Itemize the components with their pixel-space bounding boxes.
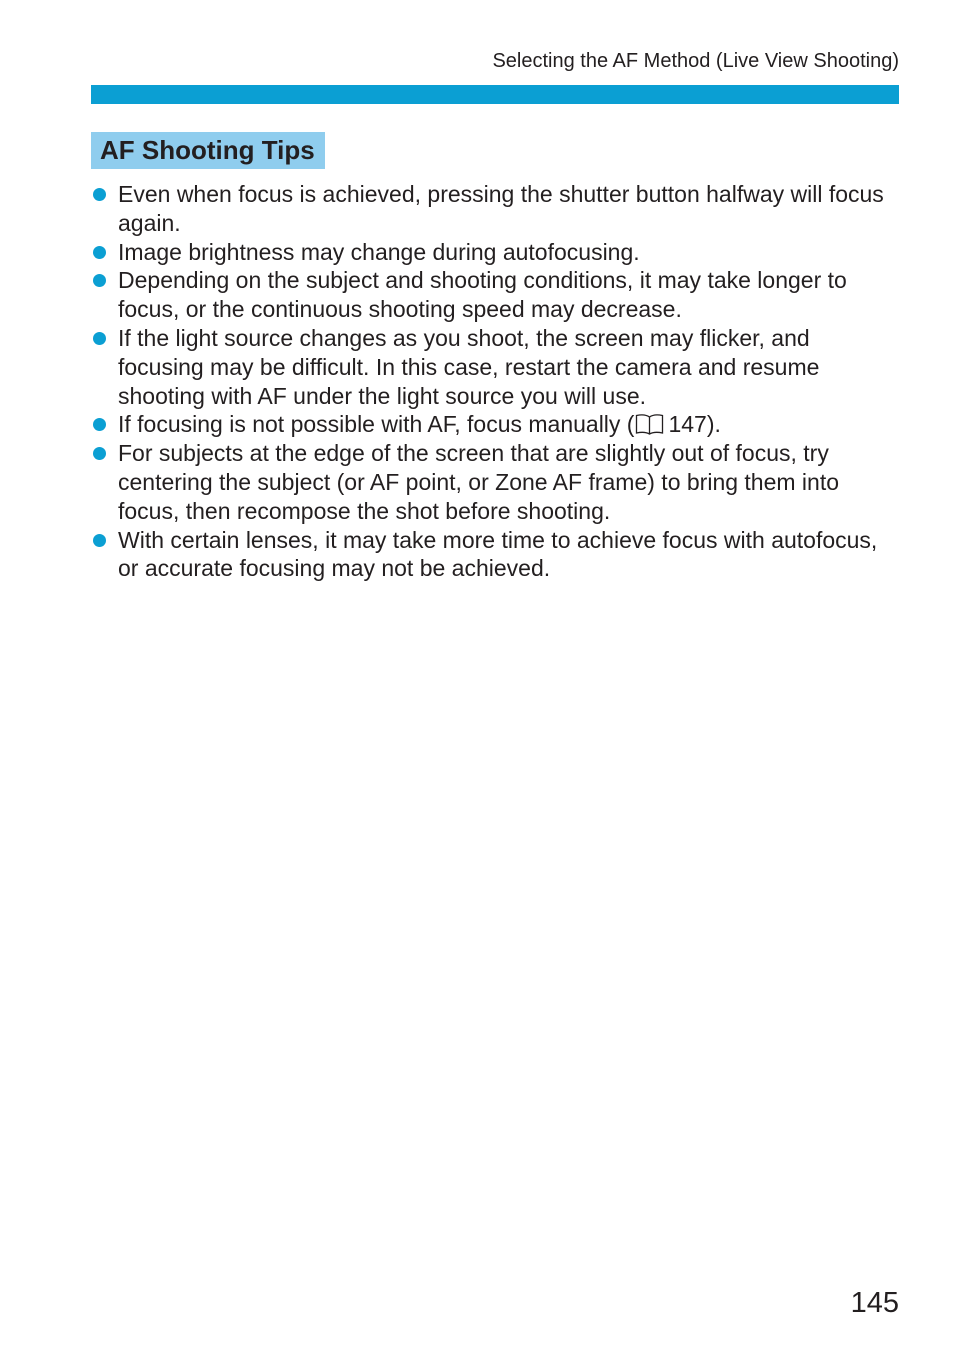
tip-text: Depending on the subject and shooting conditions, it may take longer to focus, or the continuous shooting speed may decrease. — [118, 267, 847, 323]
tip-text: If the light source changes as you shoot, the screen may flicker, and focusing may be difficult. In this case, restart the camera and resume shooting with AF under the light source you will use. — [118, 324, 820, 409]
bullet-icon — [93, 246, 106, 259]
running-header: Selecting the AF Method (Live View Shooting) — [492, 50, 899, 72]
tip-text: Image brightness may change during autofocusing. — [118, 238, 640, 265]
bullet-icon — [93, 418, 106, 431]
tip-item — [91, 238, 891, 267]
section-title: AF Shooting Tips — [91, 132, 325, 169]
tip-item — [91, 324, 891, 410]
tip-item — [91, 266, 891, 324]
tip-text: For subjects at the edge of the screen that are slightly out of focus, try centering the subject (or AF point, or Zone AF frame) to bring them into focus, then recompose the shot before shooting. — [118, 440, 840, 524]
bullet-icon — [93, 534, 106, 547]
tip-text: With certain lenses, it may take more time to achieve focus with autofocus, or accurate focusing may not be achieved. — [118, 526, 878, 582]
bullet-icon — [93, 332, 106, 345]
tip-text: Even when focus is achieved, pressing the shutter button halfway will focus again. — [118, 181, 884, 236]
bullet-icon — [93, 188, 106, 201]
tip-text-after-ref: ). — [706, 411, 721, 438]
bullet-icon — [93, 274, 106, 287]
header-rule — [91, 85, 899, 104]
page-number: 145 — [850, 1287, 899, 1319]
bullet-icon — [93, 447, 106, 460]
book-icon — [634, 413, 665, 435]
tip-item — [91, 180, 891, 238]
page-reference[interactable]: 147 — [668, 411, 707, 438]
tip-text-before-ref: If focusing is not possible with AF, focus manually ( — [118, 411, 635, 438]
tip-item — [91, 410, 891, 439]
tip-item — [91, 439, 891, 525]
tips-list — [91, 180, 891, 583]
tip-item — [91, 526, 891, 584]
